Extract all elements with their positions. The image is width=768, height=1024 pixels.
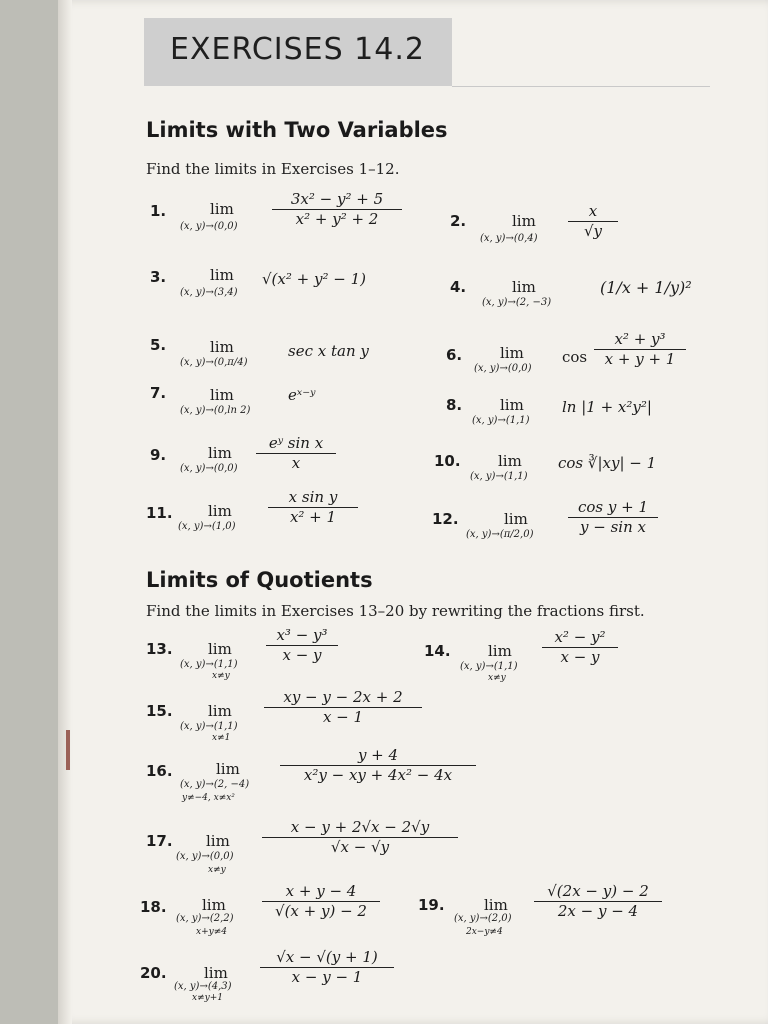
exercise-18 — [140, 884, 400, 946]
numerator: eʸ sin x — [268, 434, 324, 452]
denominator: x — [291, 454, 301, 472]
denominator: x²y − xy + 4x² − 4x — [303, 766, 453, 784]
limit-subscript: (x, y)→(0,π/4) — [180, 357, 248, 368]
numerator: x — [588, 202, 598, 220]
lim-operator: lim — [488, 642, 512, 660]
exercise-number: 5. — [150, 336, 167, 354]
exercise-3 — [150, 266, 420, 306]
limit-subscript: (x, y)→(1,0) — [178, 521, 236, 532]
lim-operator: lim — [498, 452, 522, 470]
fraction — [262, 820, 458, 855]
fraction — [534, 884, 662, 919]
exercise-number: 1. — [150, 202, 167, 220]
exercise-4 — [450, 266, 690, 312]
lim-operator: lim — [484, 896, 508, 914]
exercise-number: 9. — [150, 446, 167, 464]
limit-subscript: (x, y)→(2, −4) — [180, 779, 250, 790]
lim-operator: lim — [504, 510, 528, 528]
limit-subscript: (x, y)→(1,1) — [180, 659, 238, 670]
page-gutter-shadow — [58, 0, 72, 1024]
numerator: xy − y − 2x + 2 — [283, 688, 403, 706]
limit-expression: √(x² + y² − 1) — [262, 270, 366, 288]
exercise-number: 17. — [146, 832, 173, 850]
limit-condition: x≠1 — [212, 733, 231, 743]
exercise-15 — [146, 690, 436, 746]
limit-subscript: (x, y)→(π/2,0) — [466, 529, 534, 540]
exercise-6 — [446, 332, 696, 384]
exercises-title: EXERCISES 14.2 — [170, 32, 425, 67]
lim-operator: lim — [208, 444, 232, 462]
exercise-5 — [150, 338, 420, 378]
lim-operator: lim — [500, 344, 524, 362]
cos-prefix: cos — [562, 348, 588, 366]
limit-subscript: (x, y)→(0,0) — [474, 363, 532, 374]
limit-subscript: (x, y)→(1,1) — [470, 471, 528, 482]
exercise-number: 11. — [146, 504, 173, 522]
limit-subscript: (x, y)→(1,1) — [180, 721, 238, 732]
limit-expression: (1/x + 1/y)² — [600, 278, 692, 297]
fraction — [280, 748, 476, 783]
exercise-19 — [418, 882, 688, 944]
denominator: √y — [583, 222, 603, 240]
exercise-number: 3. — [150, 268, 167, 286]
exercise-number: 4. — [450, 278, 467, 296]
limit-condition: x≠y+1 — [192, 993, 223, 1003]
limit-subscript: (x, y)→(0,4) — [480, 233, 538, 244]
exercise-16 — [146, 748, 486, 810]
fraction — [262, 884, 380, 919]
exercise-1 — [150, 192, 420, 244]
denominator: x² + 1 — [289, 508, 337, 526]
limit-condition: y≠−4, x≠x² — [182, 793, 235, 803]
exercise-number: 19. — [418, 896, 445, 914]
lim-operator: lim — [210, 338, 234, 356]
lim-operator: lim — [210, 386, 234, 404]
limit-subscript: (x, y)→(3,4) — [180, 287, 238, 298]
denominator: x − y − 1 — [291, 968, 363, 986]
limit-subscript: (x, y)→(4,3) — [174, 981, 232, 992]
denominator: x − y — [282, 646, 322, 664]
fraction — [264, 690, 422, 725]
exercise-number: 20. — [140, 964, 167, 982]
numerator: √(2x − y) − 2 — [547, 882, 649, 900]
exercise-number: 2. — [450, 212, 467, 230]
denominator: x − y — [560, 648, 600, 666]
denominator: x − 1 — [322, 708, 364, 726]
numerator: x sin y — [288, 488, 338, 506]
numerator: x − y + 2√x − 2√y — [290, 818, 430, 836]
limit-condition: x≠y — [208, 865, 226, 875]
exercise-number: 7. — [150, 384, 167, 402]
exercise-number: 6. — [446, 346, 463, 364]
numerator: 3x² − y² + 5 — [290, 190, 384, 208]
lim-operator: lim — [204, 964, 228, 982]
exercise-number: 10. — [434, 452, 461, 470]
lim-operator: lim — [206, 832, 230, 850]
exercise-number: 18. — [140, 898, 167, 916]
numerator: x + y − 4 — [285, 882, 357, 900]
denominator: x² + y² + 2 — [295, 210, 379, 228]
exercise-11 — [146, 490, 416, 542]
limit-expression: cos ∛|xy| − 1 — [558, 454, 657, 472]
margin-mark — [66, 730, 70, 770]
numerator: x² + y³ — [614, 330, 666, 348]
lim-operator: lim — [216, 760, 240, 778]
limit-subscript: (x, y)→(0,0) — [180, 463, 238, 474]
lim-operator: lim — [208, 702, 232, 720]
exercises-banner — [144, 18, 452, 86]
denominator: x + y + 1 — [604, 350, 676, 368]
exercise-2 — [450, 200, 650, 252]
exercise-20 — [140, 950, 430, 1012]
limit-expression: sec x tan y — [288, 342, 369, 360]
numerator: x³ − y³ — [276, 626, 328, 644]
limit-condition: x≠y — [212, 671, 230, 681]
lim-operator: lim — [512, 212, 536, 230]
exercise-14 — [424, 628, 674, 688]
exercise-number: 14. — [424, 642, 451, 660]
numerator: cos y + 1 — [577, 498, 649, 516]
lim-operator: lim — [208, 640, 232, 658]
limit-condition: x≠y — [488, 673, 506, 683]
lim-operator: lim — [208, 502, 232, 520]
denominator: √x − √y — [330, 838, 390, 856]
section-instruction-two-variables: Find the limits in Exercises 1–12. — [146, 160, 400, 178]
exercise-number: 16. — [146, 762, 173, 780]
limit-condition: x+y≠4 — [196, 927, 227, 937]
section-instruction-quotients: Find the limits in Exercises 13–20 by rewriting the fractions first. — [146, 602, 645, 620]
lim-operator: lim — [210, 266, 234, 284]
exercise-7 — [150, 386, 420, 426]
lim-operator: lim — [500, 396, 524, 414]
fraction — [594, 332, 686, 367]
numerator: x² − y² — [554, 628, 606, 646]
denominator: y − sin x — [580, 518, 646, 536]
section-title-quotients: Limits of Quotients — [146, 568, 373, 592]
denominator: √(x + y) − 2 — [275, 902, 367, 920]
fraction — [568, 500, 658, 535]
limit-subscript: (x, y)→(0,0) — [180, 221, 238, 232]
fraction — [568, 204, 618, 239]
limit-subscript: (x, y)→(0,ln 2) — [180, 405, 251, 416]
limit-subscript: (x, y)→(2, −3) — [482, 297, 552, 308]
fraction — [260, 950, 394, 985]
exercise-10 — [434, 446, 694, 486]
lim-operator: lim — [202, 896, 226, 914]
header-rule — [452, 86, 710, 87]
section-title-two-variables: Limits with Two Variables — [146, 118, 448, 142]
exercise-9 — [150, 436, 420, 486]
exercise-17 — [146, 818, 486, 880]
fraction — [272, 192, 402, 227]
denominator: 2x − y − 4 — [557, 902, 639, 920]
exercise-number: 8. — [446, 396, 463, 414]
limit-subscript: (x, y)→(2,0) — [454, 913, 512, 924]
exercise-number: 13. — [146, 640, 173, 658]
limit-subscript: (x, y)→(1,1) — [472, 415, 530, 426]
lim-operator: lim — [210, 200, 234, 218]
limit-expression: eˣ⁻ʸ — [288, 386, 316, 404]
limit-subscript: (x, y)→(0,0) — [176, 851, 234, 862]
lim-operator: lim — [512, 278, 536, 296]
exercise-13 — [146, 626, 416, 686]
numerator: y + 4 — [357, 746, 399, 764]
limit-subscript: (x, y)→(1,1) — [460, 661, 518, 672]
exercise-number: 12. — [432, 510, 459, 528]
fraction — [268, 490, 358, 525]
limit-expression: ln |1 + x²y²| — [562, 398, 652, 416]
numerator: √x − √(y + 1) — [276, 948, 378, 966]
exercise-number: 15. — [146, 702, 173, 720]
fraction — [542, 630, 618, 665]
fraction — [256, 436, 336, 471]
exercise-12 — [432, 496, 702, 548]
limit-condition: 2x−y≠4 — [466, 927, 503, 937]
exercise-8 — [446, 394, 696, 434]
limit-subscript: (x, y)→(2,2) — [176, 913, 234, 924]
fraction — [266, 628, 338, 663]
